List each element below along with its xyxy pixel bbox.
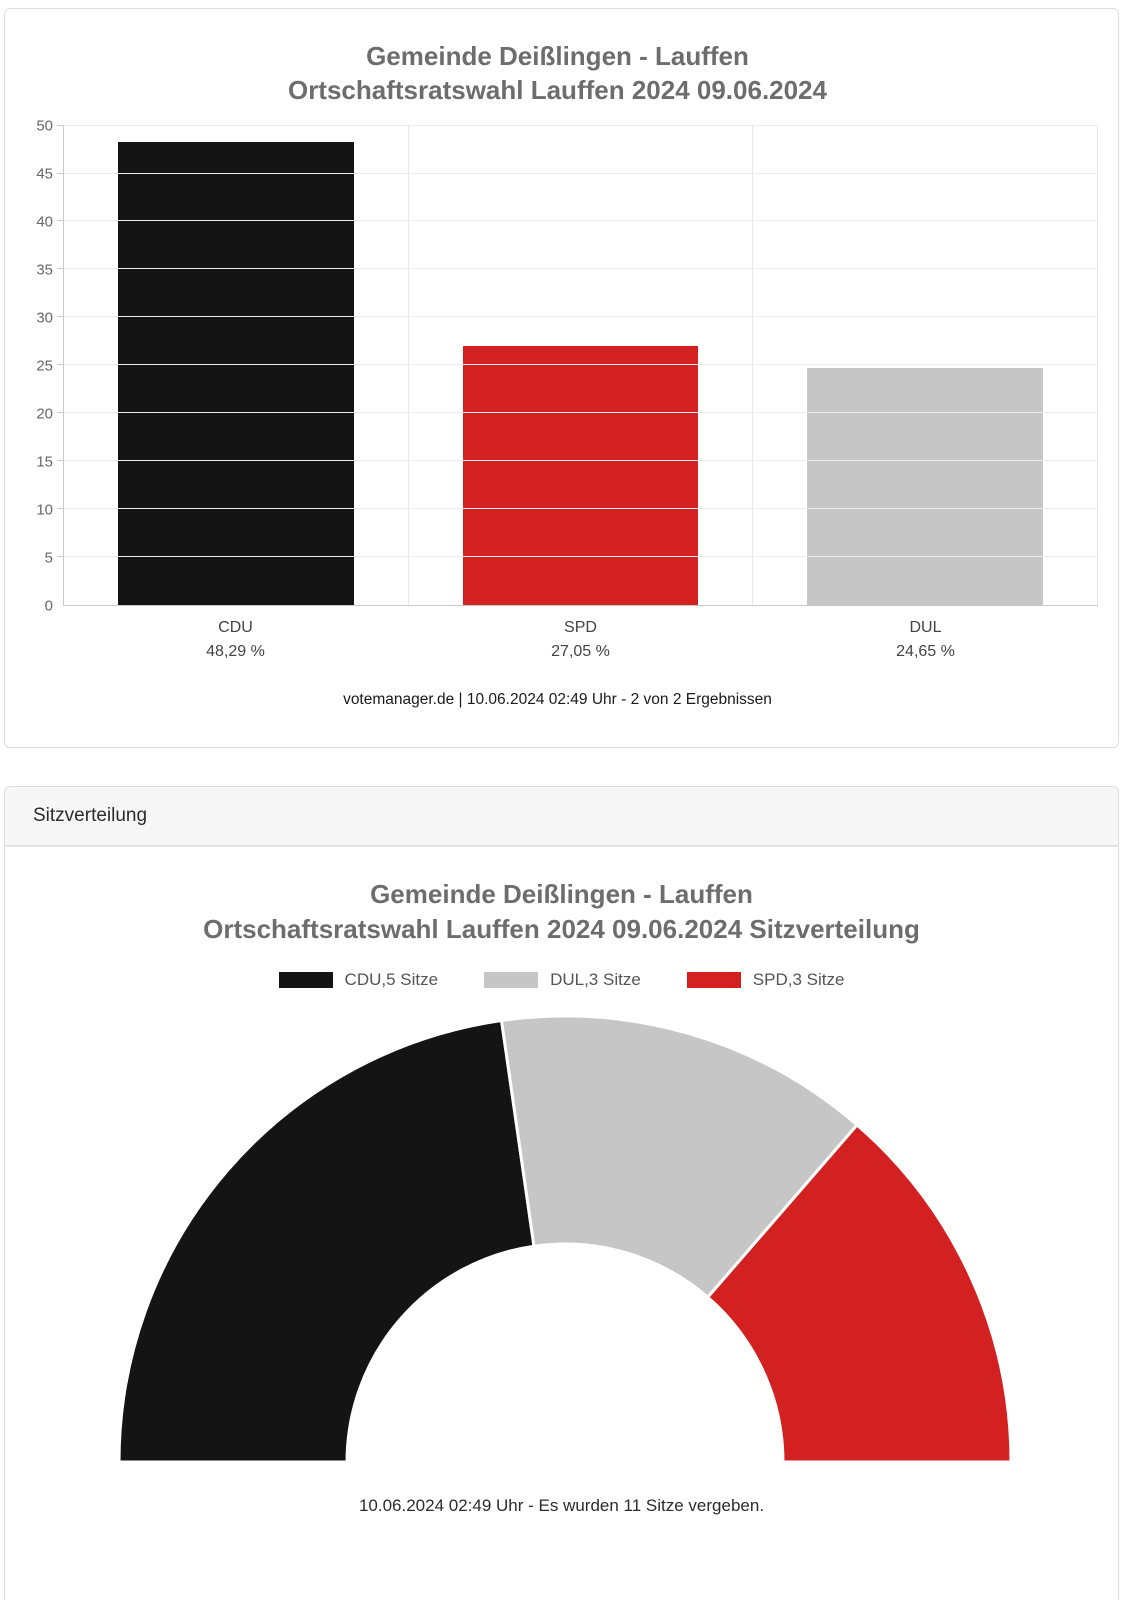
x-axis-labels [63, 616, 1098, 666]
seat-panel-body [4, 846, 1119, 1600]
x-label-dul [753, 616, 1098, 666]
gridline [64, 508, 1098, 509]
category-percent: 48,29 % [206, 643, 265, 661]
y-tick-label: 30 [36, 309, 53, 327]
seat-title-line1: Gemeinde Deißlingen - Lauffen [370, 879, 753, 910]
bar-dul[interactable] [807, 368, 1042, 604]
legend-label: CDU,5 Sitze [344, 969, 439, 989]
seat-semidonut-chart [5, 998, 1120, 1470]
gridline [64, 412, 1098, 413]
category-name: SPD [564, 618, 597, 636]
category-name: CDU [218, 618, 253, 636]
legend-swatch-cdu [279, 972, 333, 988]
y-tick-label: 35 [36, 261, 53, 279]
y-tick-label: 10 [36, 501, 53, 519]
gridline [64, 364, 1098, 365]
seat-chart-footer: 10.06.2024 02:49 Uhr - Es wurden 11 Sitze vergeben. [358, 1495, 765, 1515]
legend-swatch-spd [687, 972, 741, 988]
y-tick-label: 20 [36, 405, 53, 423]
seat-segment-cdu[interactable] [119, 1020, 534, 1461]
x-label-spd [408, 616, 753, 666]
seat-legend [5, 970, 1118, 990]
seat-title-line2: Ortschaftsratswahl Lauffen 2024 09.06.2024 Sitzverteilung [203, 913, 920, 944]
results-chart-card [4, 8, 1119, 748]
bar-cdu[interactable] [118, 142, 353, 605]
y-tick-label: 5 [44, 549, 53, 567]
y-axis [17, 117, 63, 615]
gridline [64, 316, 1098, 317]
y-tick-label: 0 [44, 597, 53, 615]
results-chart-title [17, 39, 1098, 108]
x-label-cdu [63, 616, 408, 666]
gridline [64, 268, 1098, 269]
gridline [64, 173, 1098, 174]
y-tick-label: 45 [36, 165, 53, 183]
results-title-line1: Gemeinde Deißlingen - Lauffen [366, 41, 749, 71]
seat-distribution-panel [4, 786, 1119, 1600]
bar-column [753, 126, 1098, 605]
results-chart-footer: votemanager.de | 10.06.2024 02:49 Uhr - 2 von 2 Ergebnissen [343, 691, 772, 709]
bar-column [409, 126, 754, 605]
gridline [64, 460, 1098, 461]
bar-chart [17, 117, 1098, 666]
category-percent: 27,05 % [551, 643, 610, 661]
plot-area [63, 126, 1098, 606]
results-title-line2: Ortschaftsratswahl Lauffen 2024 09.06.2024 [287, 75, 828, 106]
category-percent: 24,65 % [896, 643, 955, 661]
y-tick-label: 50 [36, 117, 53, 135]
bar-column [64, 126, 409, 605]
legend-item-cdu[interactable] [279, 970, 439, 990]
legend-item-dul[interactable] [484, 970, 641, 990]
legend-label: SPD,3 Sitze [752, 969, 845, 989]
y-tick-label: 40 [36, 213, 53, 231]
gridline [64, 125, 1098, 126]
legend-item-spd[interactable] [687, 970, 845, 990]
bar-spd[interactable] [463, 346, 698, 605]
y-tick-label: 15 [36, 453, 53, 471]
seat-panel-header [4, 786, 1119, 846]
seat-chart-title [5, 877, 1118, 946]
y-tick-label: 25 [36, 357, 53, 375]
legend-swatch-dul [484, 972, 538, 988]
legend-label: DUL,3 Sitze [550, 969, 641, 989]
category-name: DUL [909, 618, 942, 636]
seat-panel-header-label: Sitzverteilung [33, 805, 148, 827]
gridline [64, 220, 1098, 221]
gridline [64, 556, 1098, 557]
